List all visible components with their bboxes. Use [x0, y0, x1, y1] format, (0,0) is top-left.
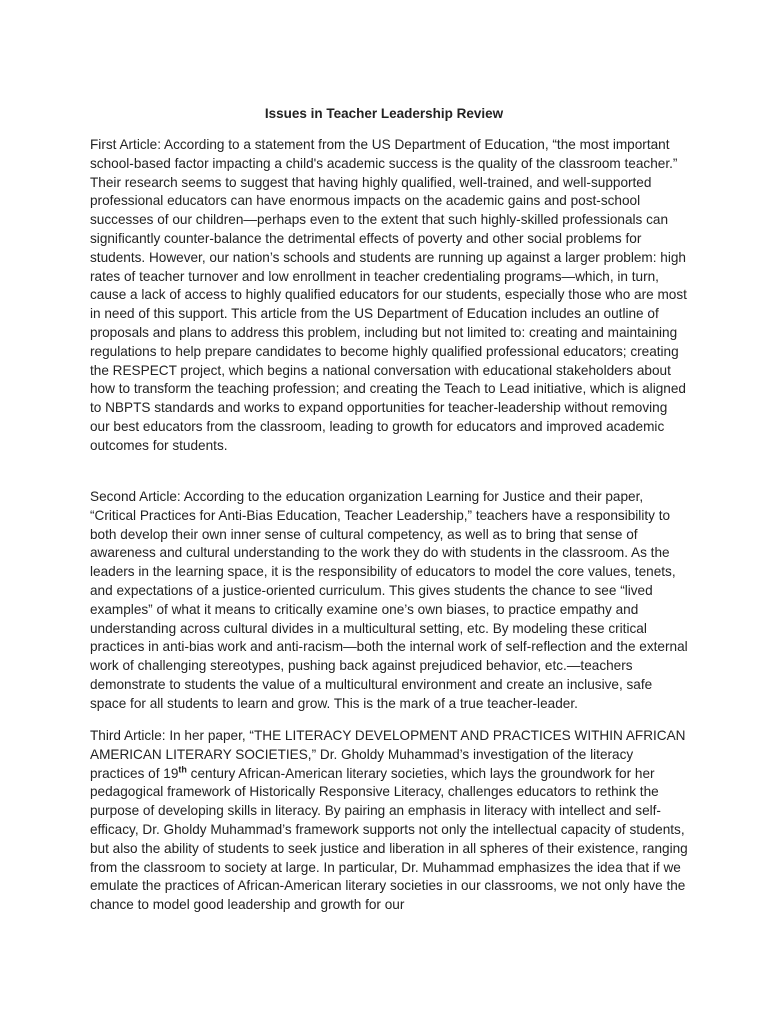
first-article-paragraph: First Article: According to a statement from the US Department of Education, “the most important school-based factor impacting a child's academic success is the quality of the classroom teacher.” Their research seems to suggest that having highly qualified, well-trained, and well-supported professional educators can have enormous impacts on the academic gains and post-school successes of our children—perhaps even to the extent that such highly-skilled professionals can significantly counter-balance the detrimental effects of poverty and other social problems for students. However, our nation’s schools and students are running up against a larger problem: high rates of teacher turnover and low enrollment in teacher credentialing programs—which, in turn, cause a lack of access to highly qualified educators for our students, especially those who are most in need of this support. This article from the US Department of Education includes an outline of proposals and plans to address this problem, including but not limited to: creating and maintaining regulations to help prepare candidates to become highly qualified professional educators; creating the RESPECT project, which begins a national conversation with educational stakeholders about how to transform the teaching profession; and creating the Teach to Lead initiative, which is aligned to NBPTS standards and works to expand opportunities for teacher-leadership without removing our best educators from the classroom, leading to growth for educators and improved academic outcomes for students.	[90, 137, 687, 453]
ordinal-superscript: th	[178, 764, 187, 775]
second-article-paragraph: Second Article: According to the education organization Learning for Justice and their paper, “Critical Practices for Anti-Bias Education, Teacher Leadership,” teachers have a responsibility to both develop their own inner sense of cultural competency, as well as to bring that sense of awareness and cultural understanding to the work they do with students in the classroom. As the leaders in the learning space, it is the responsibility of educators to model the core values, tenets, and expectations of a justice-oriented curriculum. This gives students the chance to see “lived examples” of what it means to critically examine one’s own biases, to practice empathy and understanding across cultural divides in a multicultural setting, etc. By modeling these critical practices in anti-bias work and anti-racism—both the internal work of self-reflection and the external work of challenging stereotypes, pushing back against prejudiced behavior, etc.—teachers demonstrate to students the value of a multicultural environment and create an inclusive, safe space for all students to learn and grow. This is the mark of a true teacher-leader.	[90, 489, 688, 711]
third-article-text-end: century African-American literary societies, which lays the groundwork for her pedagogical framework of Historically Responsive Literacy, challenges educators to rethink the purpose of developing skills in literacy. By pairing an emphasis in literacy with intellect and self-efficacy, Dr. Gholdy Muhammad’s framework supports not only the intellectual capacity of students, but also the ability of students to seek justice and liberation in all spheres of their existence, ranging from the classroom to society at large. In particular, Dr. Muhammad emphasizes the idea that if we emulate the practices of African-American literary societies in our classrooms, we not only have the chance to model good leadership and growth for our	[90, 765, 688, 913]
third-article-text-start: Third Article: In her paper, “THE LITERACY DEVELOPMENT AND PRACTICES WITHIN AFRICAN AMERICAN LITERARY SOCIETIES,” Dr. Gholdy Muhammad’s investigation of the literacy practices of 19	[90, 728, 686, 781]
document-title: Issues in Teacher Leadership Review	[264, 106, 504, 121]
third-article-paragraph	[90, 727, 690, 915]
